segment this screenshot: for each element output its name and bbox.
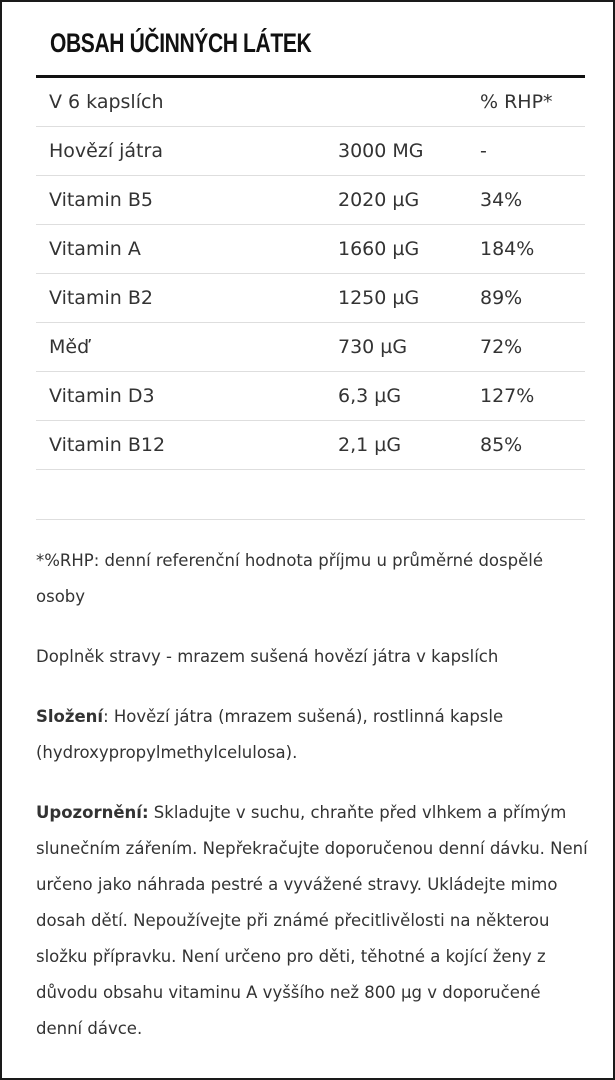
ingredient-amount: 6,3 µG [338, 385, 402, 407]
ingredient-rhp: 89% [480, 287, 523, 309]
ingredient-rhp: - [480, 140, 487, 162]
table-row [36, 323, 585, 372]
ingredient-name: Hovězí játra [49, 140, 163, 162]
table-empty-row [36, 470, 585, 520]
warning-label: Upozornění: [36, 803, 149, 822]
ingredient-name: Měď [49, 336, 90, 358]
ingredient-name: Vitamin B12 [49, 434, 166, 456]
ingredient-rhp: 85% [480, 434, 523, 456]
header-name-cell: V 6 kapslích [49, 91, 164, 113]
ingredient-amount: 2,1 µG [338, 434, 402, 456]
ingredient-amount: 1250 µG [338, 287, 420, 309]
table-row [36, 127, 585, 176]
composition-label: Složení [36, 707, 104, 726]
ingredient-name: Vitamin B2 [49, 287, 153, 309]
nutrition-table [36, 78, 585, 520]
table-row [36, 421, 585, 470]
ingredient-rhp: 34% [480, 189, 523, 211]
section-title: OBSAH ÚČINNÝCH LÁTEK [50, 28, 312, 58]
warning-paragraph [36, 795, 591, 1047]
product-description: Doplněk stravy - mrazem sušená hovězí játra v kapslích [36, 647, 499, 666]
warning-text: Skladujte v suchu, chraňte před vlhkem a přímým slunečním zářením. Nepřekračujte doporučenou denní dávku. Není určeno jako náhrada pestré a vyvážené stravy. Ukládejte mimo dosah dětí. Nepoužívejte při známé přecitlivělosti na některou složku přípravku. Není určeno pro děti, těhotné a kojící ženy z důvodu obsahu vitaminu A vyššího než 800 µg v doporučené denní dávce. [36, 803, 588, 1038]
ingredient-amount: 2020 µG [338, 189, 420, 211]
ingredient-rhp: 72% [480, 336, 523, 358]
ingredient-amount: 3000 MG [338, 140, 424, 162]
ingredient-rhp: 127% [480, 385, 535, 407]
ingredient-name: Vitamin D3 [49, 385, 155, 407]
notes-section [36, 543, 591, 1071]
table-row [36, 225, 585, 274]
composition-text: : Hovězí játra (mrazem sušená), rostlinná kapsle (hydroxypropylmethylcelulosa). [36, 707, 504, 762]
ingredient-name: Vitamin B5 [49, 189, 153, 211]
table-row [36, 274, 585, 323]
rhp-footnote: *%RHP: denní referenční hodnota příjmu u průměrné dospělé osoby [36, 551, 543, 606]
table-row [36, 176, 585, 225]
table-row [36, 372, 585, 421]
ingredient-rhp: 184% [480, 238, 535, 260]
header-rhp-cell: % RHP* [480, 91, 553, 113]
table-header-row [36, 78, 585, 127]
ingredient-name: Vitamin A [49, 238, 141, 260]
ingredient-amount: 1660 µG [338, 238, 420, 260]
composition-paragraph [36, 699, 591, 771]
ingredient-amount: 730 µG [338, 336, 408, 358]
